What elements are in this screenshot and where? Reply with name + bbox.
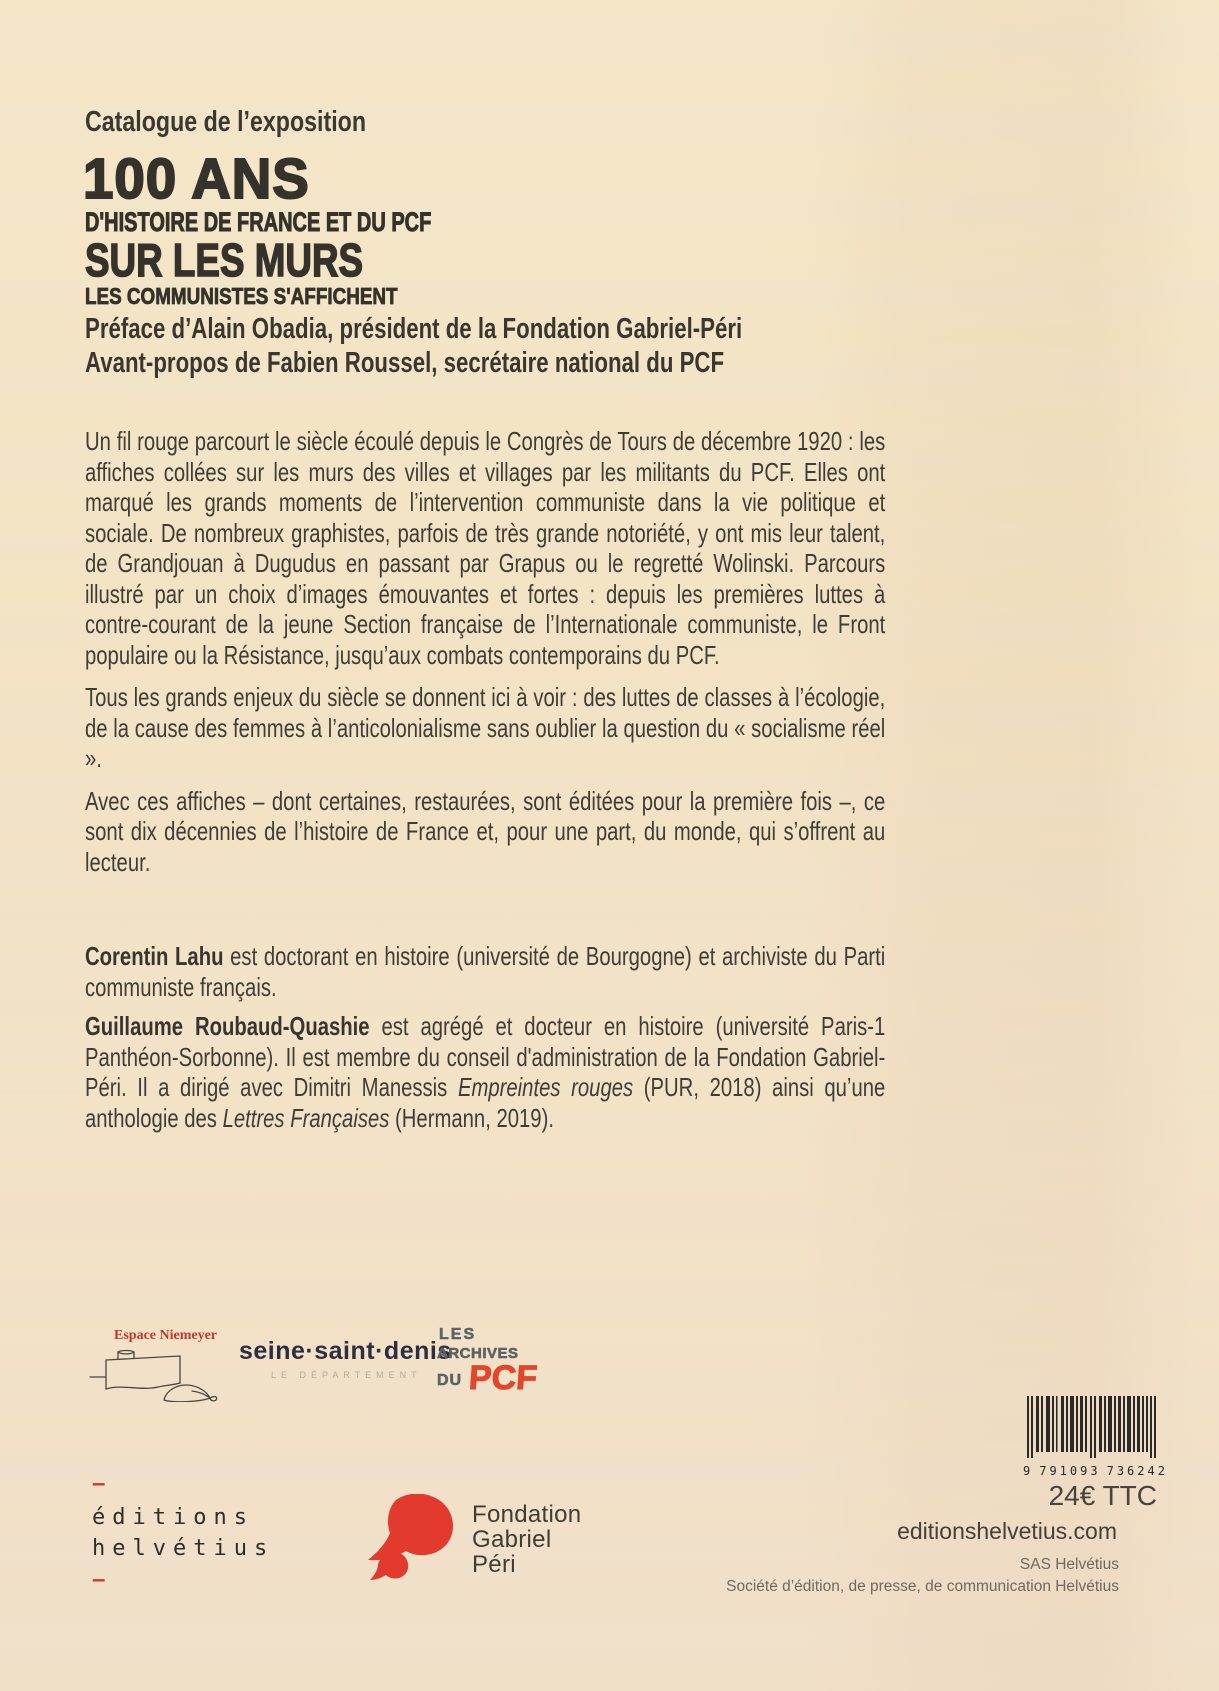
author-name: Corentin Lahu: [85, 941, 224, 971]
avant-propos-line: Avant-propos de Fabien Roussel, secrétaire national du PCF: [85, 347, 725, 379]
double-comma-icon: [366, 1494, 456, 1582]
archives-du: DU: [437, 1372, 463, 1389]
editions-line: éditions: [92, 1505, 254, 1530]
seine-saint-denis-wordmark: seine·saint·denis: [239, 1337, 452, 1365]
archives-line-archives: ARCHIVES: [437, 1345, 519, 1362]
synopsis-paragraph-2: Tous les grands enjeux du siècle se donnent ici à voir : des luttes de classes à l’écologie, de la cause des femmes à l’anticolonialisme sans oublier la question du « socialisme réel ».: [85, 682, 886, 773]
publisher-website: editionshelvetius.com: [897, 1518, 1117, 1544]
archives-pcf-wordmark: PCF: [467, 1359, 539, 1397]
author-bio-text: est agrégé et docteur en histoire (université Paris-1 Panthéon-Sorbonne). Il est membre du conseil d'administration de la Fondation Gabriel-Péri. Il a dirigé avec Dimitri Manessis: [85, 1011, 886, 1102]
seine-saint-denis-logo: [239, 1337, 452, 1380]
helvetius-line: helvétius: [92, 1536, 275, 1561]
author-bio-text: est doctorant en histoire (université de Bourgogne) et archiviste du Parti communiste français.: [85, 941, 886, 1002]
fondation-line: Péri: [472, 1551, 516, 1578]
title-histoire-pcf: D'HISTOIRE DE FRANCE ET DU PCF: [85, 207, 432, 237]
espace-niemeyer-logo: [88, 1328, 228, 1402]
fondation-line: Gabriel: [472, 1526, 552, 1553]
red-dash-top: –: [92, 1470, 106, 1497]
author-bio-text: (PUR, 2018) ainsi qu’une anthologie des: [85, 1072, 886, 1133]
archives-du-pcf-logo: [437, 1326, 539, 1397]
title-communistes-affichent: LES COMMUNISTES S'AFFICHENT: [85, 283, 398, 309]
seine-saint-denis-subtitle: LE DÉPARTEMENT: [271, 1370, 422, 1380]
author-name: Guillaume Roubaud-Quashie: [85, 1011, 370, 1041]
publisher-description: Société d’édition, de presse, de communication Helvétius: [726, 1578, 1119, 1595]
price-label: 24€ TTC: [1048, 1480, 1157, 1511]
author-bio-text: (Hermann, 2019).: [389, 1102, 554, 1133]
editions-wordmark: [92, 1502, 274, 1564]
preface-credits: [85, 312, 885, 380]
book-title-italic: Empreintes rouges: [457, 1072, 634, 1102]
archives-line-du-pcf: [437, 1359, 539, 1397]
niemeyer-building-sketch-icon: [88, 1346, 220, 1402]
author-bio-corentin-lahu: [85, 941, 885, 1002]
back-cover-text-column: [85, 312, 885, 1133]
archives-line-les: LES: [439, 1326, 477, 1343]
barcode-digit-group: 736242: [1106, 1464, 1168, 1478]
preface-line: Préface d’Alain Obadia, président de la Fondation Gabriel-Péri: [85, 313, 743, 345]
title-100-ans: 100 ANS: [83, 147, 310, 211]
fondation-line: Fondation: [472, 1501, 582, 1528]
synopsis-paragraph-1: Un fil rouge parcourt le siècle écoulé depuis le Congrès de Tours de décembre 1920 : les affiches collées sur les murs des villes et villages par les militants du PCF. Elles ont marqué les grands moments de l’intervention communiste dans la vie politique et sociale. De nombreux graphistes, parfois de très grande notoriété, y ont mis leur talent, de Grandjouan à Dugudus en passant par Grapus ou le regretté Wolinski. Parcours illustré par un choix d’images émouvantes et fortes : depuis les premières luttes à contre-courant de la jeune Section française de l’Internationale communiste, le Front populaire ou la Résistance, jusqu’aux combats contemporains du PCF.: [85, 426, 886, 670]
title-sur-les-murs: SUR LES MURS: [85, 234, 364, 286]
fondation-gabriel-peri-logo: [366, 1494, 581, 1582]
espace-niemeyer-label: Espace Niemeyer: [114, 1328, 218, 1343]
barcode-bars-icon: [1025, 1396, 1157, 1458]
editions-helvetius-logo: [92, 1470, 275, 1593]
publisher-legal-block: [726, 1554, 1119, 1598]
book-title-italic: Lettres Françaises: [222, 1102, 390, 1133]
barcode-digit-group: 791093: [1039, 1464, 1101, 1478]
exposition-kicker: Catalogue de l’exposition: [85, 106, 367, 138]
fondation-wordmark: [472, 1502, 581, 1577]
barcode-digits: [1023, 1464, 1168, 1478]
publisher-company: SAS Helvétius: [1019, 1556, 1119, 1573]
red-dash-bottom: –: [92, 1566, 106, 1593]
ean-barcode: [1023, 1396, 1168, 1478]
barcode-digit-group: 9: [1023, 1464, 1031, 1478]
author-bio-guillaume-roubaud-quashie: [85, 1011, 885, 1133]
synopsis-paragraph-3: Avec ces affiches – dont certaines, restaurées, sont éditées pour la première fois –, ce sont dix décennies de l’histoire de France et, pour une part, du monde, qui s’offrent au lecteur.: [85, 785, 886, 877]
